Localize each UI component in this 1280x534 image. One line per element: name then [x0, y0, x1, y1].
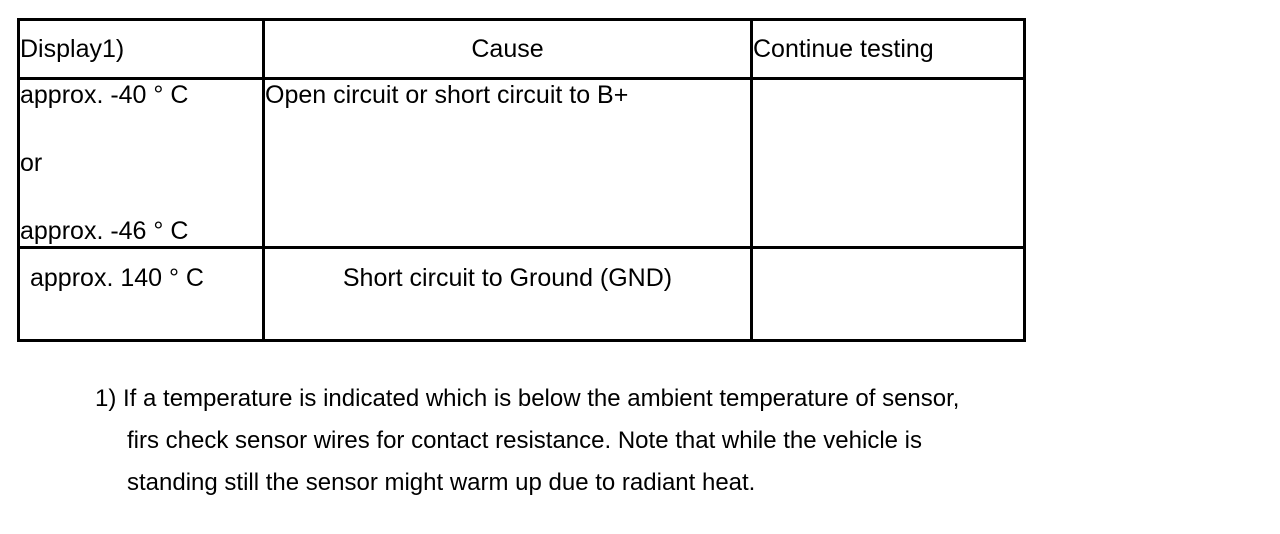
column-header-display: Display1) — [19, 20, 264, 79]
cell-continue-testing-row1 — [752, 79, 1025, 248]
column-header-continue-testing: Continue testing — [752, 20, 1025, 79]
footnote-line-1: 1) If a temperature is indicated which is below the ambient temperature of sensor, — [95, 385, 960, 412]
footnote-line-3: standing still the sensor might warm up due to radiant heat. — [127, 469, 756, 496]
footnote-line-2: firs check sensor wires for contact resistance. Note that while the vehicle is — [127, 427, 922, 454]
table-header — [19, 20, 1025, 79]
cell-continue-testing-row2 — [752, 248, 1025, 341]
table-row — [19, 79, 1025, 248]
table-row — [19, 248, 1025, 341]
footnote — [95, 378, 1265, 504]
display-value-line-3: approx. -46 ° C — [20, 217, 189, 245]
fault-table-container — [17, 18, 1023, 342]
cell-cause-row1: Open circuit or short circuit to B+ — [264, 79, 752, 248]
table-header-row — [19, 20, 1025, 79]
display-value-line-1: approx. -40 ° C — [20, 81, 189, 109]
column-header-cause: Cause — [264, 20, 752, 79]
cell-display-row1 — [19, 79, 264, 248]
fault-table — [17, 18, 1026, 342]
display-value-line-2: or — [20, 149, 43, 177]
cell-cause-row2: Short circuit to Ground (GND) — [264, 248, 752, 341]
table-body — [19, 79, 1025, 341]
cell-display-row2: approx. 140 ° C — [19, 248, 264, 341]
